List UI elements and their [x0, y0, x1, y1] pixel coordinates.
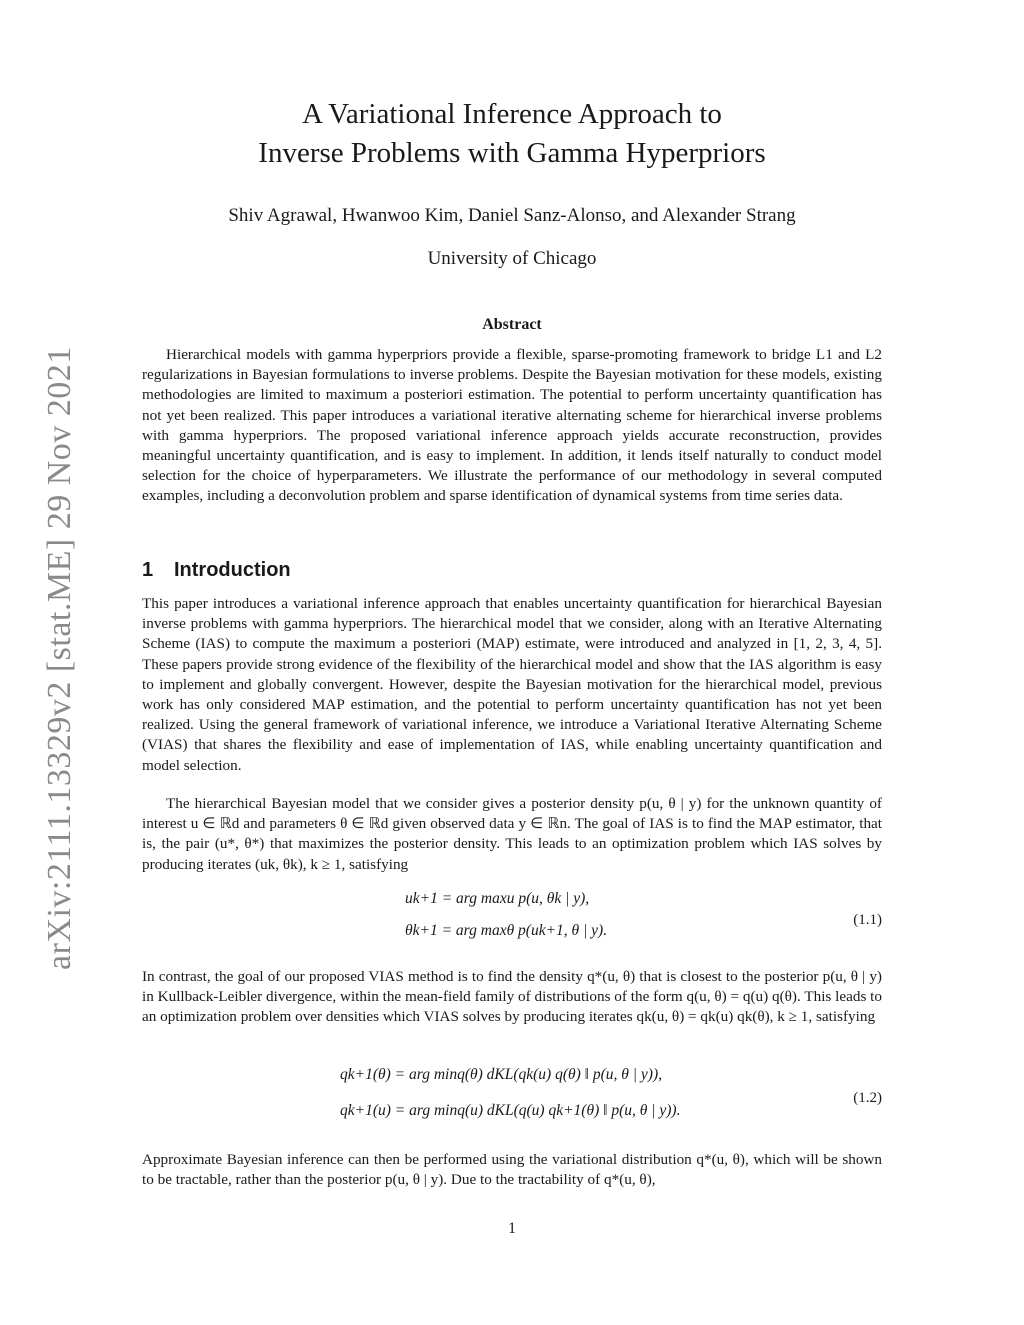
equation-number-1-1: (1.1): [853, 912, 882, 928]
intro-paragraph-2: The hierarchical Bayesian model that we consider gives a posterior density p(u, θ | y) for the unknown quantity of interest u ∈ ℝd and parameters θ ∈ ℝd given observed data y ∈ ℝn. The goal of IAS is to find the MAP estimator, that is, the pair (u*, θ*) that maximizes the posterior density. This leads to an optimization problem which IAS solves by producing iterates (uk, θk), k ≥ 1, satisfying: [142, 795, 882, 873]
section-number: 1: [142, 559, 154, 581]
title-line-2: Inverse Problems with Gamma Hyperpriors: [258, 137, 766, 169]
equation-number-1-2: (1.2): [853, 1090, 882, 1106]
intro-paragraph-3: In contrast, the goal of our proposed VIAS method is to find the density q*(u, θ) that is closest to the posterior p(u, θ | y) in Kullback-Leibler divergence, within the mean-field family of distributions of the form q(u, θ) = q(u) q(θ). This leads to an optimization problem over densities which VIAS solves by producing iterates qk(u, θ) = qk(u) qk(θ), k ≥ 1, satisfying: [142, 968, 882, 1026]
title-line-1: A Variational Inference Approach to: [302, 98, 722, 130]
equation-1-2: [340, 1066, 810, 1134]
abstract-text: Hierarchical models with gamma hyperpriors provide a flexible, sparse-promoting framework to bridge L1 and L2 regularizations in Bayesian formulations to inverse problems. Despite the Bayesian motivation for these models, existing methodologies are limited to maximum a posteriori estimation. The potential to perform uncertainty quantification has not yet been realized. This paper introduces a variational iterative alternating scheme for hierarchical inverse problems with gamma hyperpriors. The proposed variational inference approach yields accurate reconstruction, provides meaningful uncertainty quantification, and is easy to implement. In addition, it lends itself naturally to conduct model selection for the choice of hyperparameters. We illustrate the performance of our methodology in several computed examples, including a deconvolution problem and sparse identification of dynamical systems from time series data.: [142, 346, 882, 505]
equation-1-1-line-2: θk+1 = arg maxθ p(uk+1, θ | y).: [405, 922, 608, 939]
arxiv-identifier[interactable]: arXiv:2111.13329v2 [stat.ME] 29 Nov 2021: [41, 346, 78, 970]
equation-1-2-line-1: qk+1(θ) = arg minq(θ) dKL(qk(u) q(θ) ‖ p(u, θ | y)),: [340, 1066, 662, 1083]
section-title: Introduction: [174, 559, 291, 581]
intro-paragraph-1: This paper introduces a variational inference approach that enables uncertainty quantification for hierarchical Bayesian inverse problems with gamma hyperpriors. The hierarchical model that we consider, along with an Iterative Alternating Scheme (IAS) to compute the maximum a posteriori (MAP) estimate, were introduced and analyzed in [1, 2, 3, 4, 5]. These papers provide strong evidence of the flexibility of the hierarchical model and show that the IAS algorithm is easy to implement and globally convergent. However, despite the Bayesian motivation for the hierarchical model, previous work has only considered MAP estimation, and the potential to perform uncertainty quantification has not yet been realized. Using the general framework of variational inference, we introduce a Variational Iterative Alternating Scheme (VIAS) that shares the flexibility and ease of implementation of IAS, while enabling uncertainty quantification and model selection.: [142, 595, 882, 774]
abstract-heading: Abstract: [482, 316, 542, 333]
paper-title: [120, 95, 904, 173]
equation-1-1-line-1: uk+1 = arg maxu p(u, θk | y),: [405, 890, 590, 907]
intro-paragraph-4: Approximate Bayesian inference can then be performed using the variational distribution q*(u, θ), which will be shown to be tractable, rather than the posterior p(u, θ | y). Due to the tractability of q*(u, θ),: [142, 1151, 882, 1189]
equation-1-1: [405, 890, 825, 950]
section-heading: [142, 559, 291, 582]
author-list: Shiv Agrawal, Hwanwoo Kim, Daniel Sanz-Alonso, and Alexander Strang: [228, 205, 796, 226]
page-number: 1: [508, 1220, 516, 1237]
affiliation: University of Chicago: [427, 248, 597, 269]
equation-1-2-line-2: qk+1(u) = arg minq(u) dKL(q(u) qk+1(θ) ‖ p(u, θ | y)).: [340, 1102, 681, 1119]
